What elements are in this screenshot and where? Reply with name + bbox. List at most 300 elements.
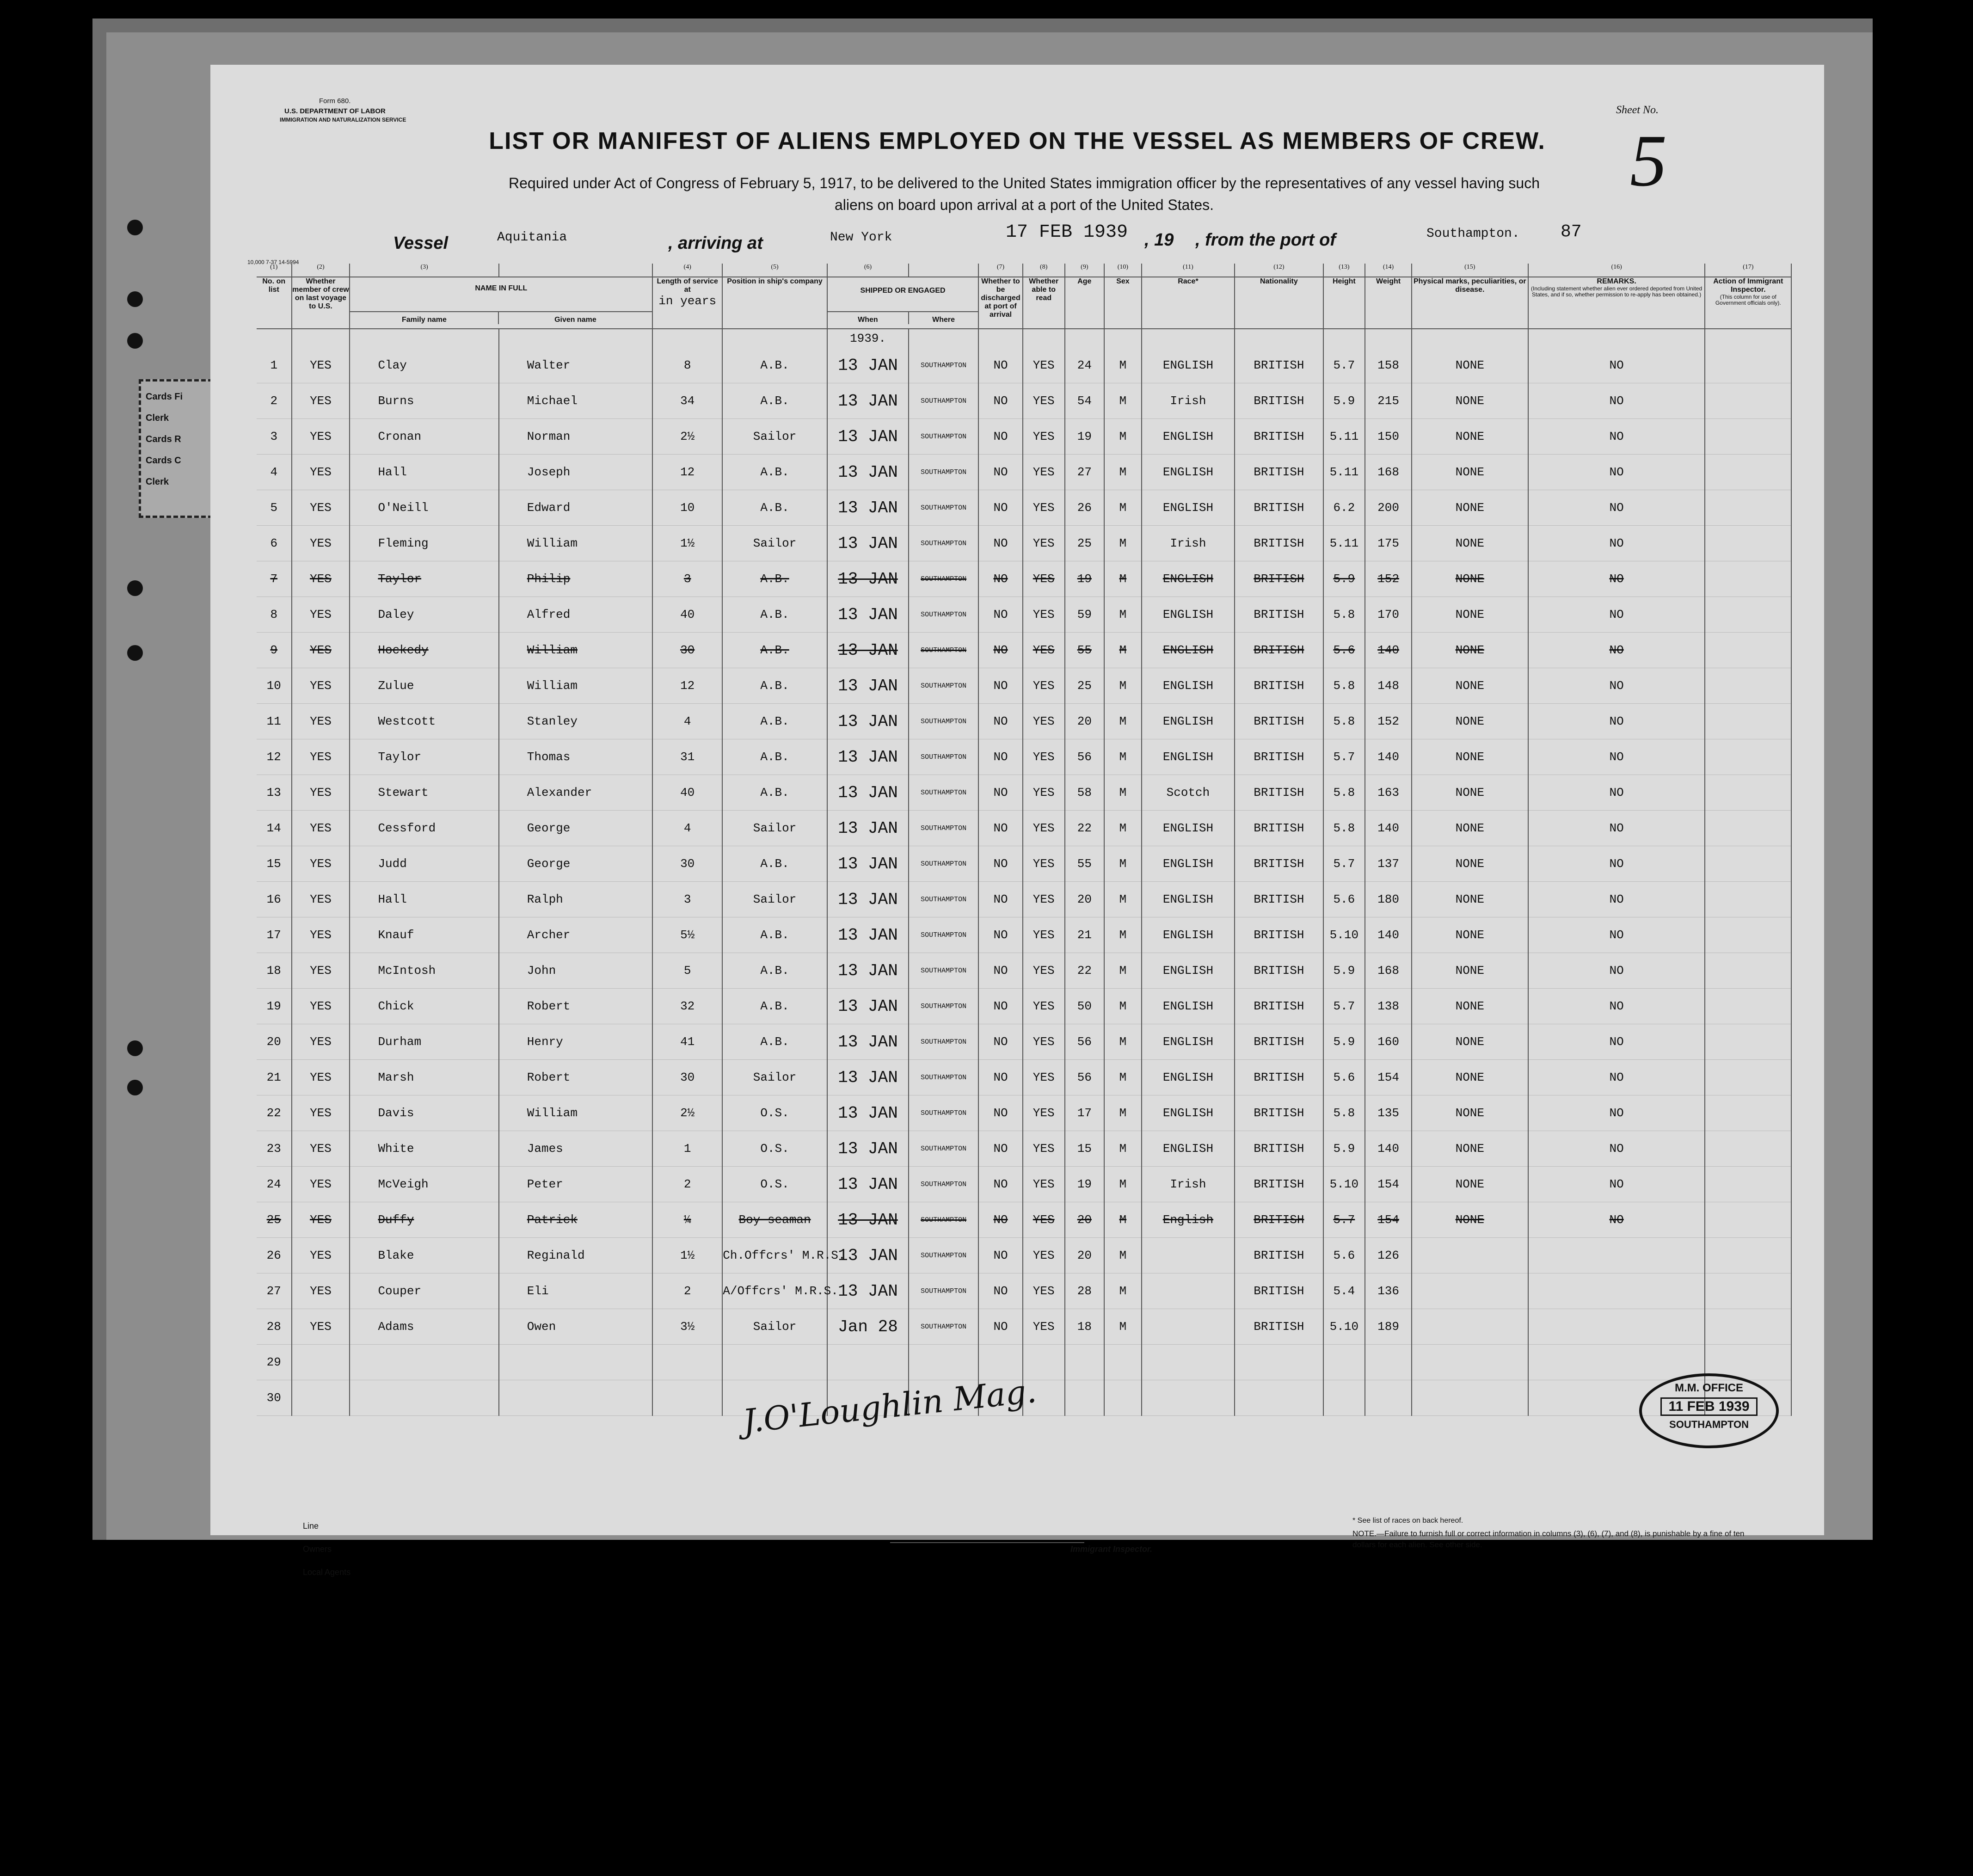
physical-marks xyxy=(1412,1238,1528,1273)
position: Sailor xyxy=(722,882,827,917)
shipped-where: SOUTHAMPTON xyxy=(909,882,978,917)
nationality xyxy=(1235,1345,1323,1380)
last-voyage: YES xyxy=(292,953,350,989)
inspector-action xyxy=(1705,1131,1791,1167)
able-to-read: YES xyxy=(1023,1238,1065,1273)
family-name: Taylor xyxy=(350,561,498,597)
shipped-when: 13 JAN xyxy=(827,1202,909,1238)
length-service-label: Length of service at xyxy=(657,277,718,294)
nationality: BRITISH xyxy=(1235,597,1323,633)
remarks xyxy=(1528,1309,1705,1345)
header-no-on-list: No. on list xyxy=(257,277,292,329)
row-number: 18 xyxy=(257,953,292,989)
nationality: BRITISH xyxy=(1235,526,1323,561)
sex: M xyxy=(1104,1309,1142,1345)
race xyxy=(1142,1380,1235,1416)
inspector-action xyxy=(1705,1167,1791,1202)
height: 5.6 xyxy=(1323,1238,1365,1273)
table-row xyxy=(257,1060,1791,1095)
row-number: 12 xyxy=(257,739,292,775)
header-last-voyage: Whether member of crew on last voyage to U.S. xyxy=(292,277,350,329)
given-name: Peter xyxy=(499,1167,652,1202)
shipped-when: 13 JAN xyxy=(827,917,909,953)
weight: 140 xyxy=(1365,811,1412,846)
weight: 163 xyxy=(1365,775,1412,811)
length-service: 30 xyxy=(652,1060,722,1095)
row-number: 1 xyxy=(257,348,292,383)
age: 15 xyxy=(1065,1131,1105,1167)
race: ENGLISH xyxy=(1142,1095,1235,1131)
table-row xyxy=(257,1095,1791,1131)
age: 19 xyxy=(1065,419,1105,455)
last-voyage xyxy=(292,1345,350,1380)
table-row xyxy=(257,1309,1791,1345)
able-to-read: YES xyxy=(1023,917,1065,953)
height: 5.8 xyxy=(1323,668,1365,704)
family-name: Durham xyxy=(350,1024,498,1060)
length-service: 5 xyxy=(652,953,722,989)
shipped-when: 13 JAN xyxy=(827,597,909,633)
table-row xyxy=(257,1024,1791,1060)
row-number: 25 xyxy=(257,1202,292,1238)
length-service: 1½ xyxy=(652,526,722,561)
race xyxy=(1142,1273,1235,1309)
col-number xyxy=(499,264,652,277)
inspector-action xyxy=(1705,846,1791,882)
last-voyage: YES xyxy=(292,633,350,668)
shipped-where: SOUTHAMPTON xyxy=(909,348,978,383)
height: 5.7 xyxy=(1323,739,1365,775)
position: Ch.Offcrs' M.R.S. xyxy=(722,1238,827,1273)
shipped-where: SOUTHAMPTON xyxy=(909,668,978,704)
family-name: Hall xyxy=(350,455,498,490)
able-to-read: YES xyxy=(1023,561,1065,597)
weight: 140 xyxy=(1365,1131,1412,1167)
height: 5.10 xyxy=(1323,917,1365,953)
able-to-read: YES xyxy=(1023,419,1065,455)
discharged: NO xyxy=(978,1238,1023,1273)
sheet-number: 5 xyxy=(1630,119,1667,202)
given-name: Michael xyxy=(499,383,652,419)
remarks xyxy=(1528,1345,1705,1380)
stub-line: Clerk xyxy=(146,413,169,423)
inspector-action xyxy=(1705,1273,1791,1309)
discharged: NO xyxy=(978,989,1023,1024)
weight: 154 xyxy=(1365,1202,1412,1238)
last-voyage: YES xyxy=(292,704,350,739)
height: 5.8 xyxy=(1323,811,1365,846)
sex: M xyxy=(1104,455,1142,490)
row-number: 23 xyxy=(257,1131,292,1167)
header-remarks xyxy=(1528,277,1705,329)
col-number: (15) xyxy=(1412,264,1528,277)
row-number: 26 xyxy=(257,1238,292,1273)
shipped-where: SOUTHAMPTON xyxy=(909,1202,978,1238)
office-stamp xyxy=(1639,1373,1779,1448)
table-row xyxy=(257,419,1791,455)
age: 56 xyxy=(1065,739,1105,775)
given-name: Philip xyxy=(499,561,652,597)
remarks: NO xyxy=(1528,383,1705,419)
sex xyxy=(1104,1345,1142,1380)
age: 59 xyxy=(1065,597,1105,633)
remarks xyxy=(1528,1273,1705,1309)
col-number: (16) xyxy=(1528,264,1705,277)
nationality: BRITISH xyxy=(1235,1238,1323,1273)
shipped-when: 13 JAN xyxy=(827,1060,909,1095)
discharged: NO xyxy=(978,1131,1023,1167)
discharged: NO xyxy=(978,1024,1023,1060)
given-name: George xyxy=(499,811,652,846)
physical-marks: NONE xyxy=(1412,953,1528,989)
position: A.B. xyxy=(722,739,827,775)
discharged: NO xyxy=(978,1095,1023,1131)
physical-marks: NONE xyxy=(1412,668,1528,704)
column-number-row xyxy=(257,264,1791,277)
length-service: 32 xyxy=(652,989,722,1024)
shipped-where xyxy=(909,1345,978,1380)
remarks: NO xyxy=(1528,1060,1705,1095)
inspector-action xyxy=(1705,811,1791,846)
height: 5.6 xyxy=(1323,633,1365,668)
last-voyage: YES xyxy=(292,1309,350,1345)
row-number: 8 xyxy=(257,597,292,633)
row-number: 21 xyxy=(257,1060,292,1095)
sex: M xyxy=(1104,633,1142,668)
weight: 148 xyxy=(1365,668,1412,704)
physical-marks: NONE xyxy=(1412,811,1528,846)
height: 5.10 xyxy=(1323,1167,1365,1202)
table-row xyxy=(257,1131,1791,1167)
physical-marks: NONE xyxy=(1412,490,1528,526)
age: 20 xyxy=(1065,1238,1105,1273)
position xyxy=(722,1345,827,1380)
col-number: (8) xyxy=(1023,264,1065,277)
position: Sailor xyxy=(722,526,827,561)
physical-marks: NONE xyxy=(1412,846,1528,882)
header-weight: Weight xyxy=(1365,277,1412,329)
position: A.B. xyxy=(722,953,827,989)
discharged: NO xyxy=(978,811,1023,846)
race: ENGLISH xyxy=(1142,597,1235,633)
height: 5.7 xyxy=(1323,989,1365,1024)
last-voyage: YES xyxy=(292,1238,350,1273)
family-name: Marsh xyxy=(350,1060,498,1095)
family-name: Hall xyxy=(350,882,498,917)
weight: 137 xyxy=(1365,846,1412,882)
last-voyage: YES xyxy=(292,1095,350,1131)
discharged: NO xyxy=(978,668,1023,704)
physical-marks: NONE xyxy=(1412,1095,1528,1131)
table-row xyxy=(257,917,1791,953)
length-service: 3 xyxy=(652,882,722,917)
length-service: 1 xyxy=(652,1131,722,1167)
last-voyage: YES xyxy=(292,455,350,490)
stub-line: Cards R xyxy=(146,434,181,444)
nationality: BRITISH xyxy=(1235,1024,1323,1060)
height: 5.7 xyxy=(1323,348,1365,383)
physical-marks: NONE xyxy=(1412,989,1528,1024)
remarks: NO xyxy=(1528,348,1705,383)
discharged: NO xyxy=(978,419,1023,455)
discharged: NO xyxy=(978,1202,1023,1238)
binder-hole xyxy=(127,291,143,307)
given-name: Robert xyxy=(499,989,652,1024)
row-number: 17 xyxy=(257,917,292,953)
able-to-read: YES xyxy=(1023,633,1065,668)
shipped-where: SOUTHAMPTON xyxy=(909,739,978,775)
position: A.B. xyxy=(722,597,827,633)
last-voyage: YES xyxy=(292,526,350,561)
shipped-when: 13 JAN xyxy=(827,1131,909,1167)
position: A.B. xyxy=(722,775,827,811)
shipped-when: 13 JAN xyxy=(827,490,909,526)
remarks: NO xyxy=(1528,953,1705,989)
table-row xyxy=(257,455,1791,490)
family-name: McIntosh xyxy=(350,953,498,989)
sex: M xyxy=(1104,953,1142,989)
physical-marks: NONE xyxy=(1412,419,1528,455)
shipped-when: 13 JAN xyxy=(827,846,909,882)
sex: M xyxy=(1104,348,1142,383)
header-length-service xyxy=(652,277,722,329)
table-row xyxy=(257,739,1791,775)
remarks: NO xyxy=(1528,526,1705,561)
sex: M xyxy=(1104,490,1142,526)
age: 22 xyxy=(1065,811,1105,846)
shipped-where: SOUTHAMPTON xyxy=(909,1273,978,1309)
weight: 168 xyxy=(1365,455,1412,490)
family-name: Cronan xyxy=(350,419,498,455)
sex: M xyxy=(1104,811,1142,846)
nationality: BRITISH xyxy=(1235,739,1323,775)
print-code: 10,000 7-37 14-5994 xyxy=(247,259,299,265)
table-row xyxy=(257,775,1791,811)
header-physical-marks: Physical marks, peculiarities, or disease. xyxy=(1412,277,1528,329)
height: 5.9 xyxy=(1323,953,1365,989)
able-to-read: YES xyxy=(1023,882,1065,917)
race: ENGLISH xyxy=(1142,1131,1235,1167)
position: A.B. xyxy=(722,989,827,1024)
action-label: Action of Immigrant Inspector. xyxy=(1713,277,1783,294)
position: O.S. xyxy=(722,1131,827,1167)
remarks: NO xyxy=(1528,455,1705,490)
race: Irish xyxy=(1142,383,1235,419)
nationality: BRITISH xyxy=(1235,811,1323,846)
binder-hole xyxy=(127,1040,143,1056)
sex: M xyxy=(1104,419,1142,455)
sex: M xyxy=(1104,1273,1142,1309)
shipped-when: 13 JAN xyxy=(827,704,909,739)
last-voyage: YES xyxy=(292,1060,350,1095)
able-to-read: YES xyxy=(1023,1095,1065,1131)
physical-marks xyxy=(1412,1380,1528,1416)
weight: 170 xyxy=(1365,597,1412,633)
footer-owners: Owners xyxy=(303,1544,332,1554)
action-note: (This column for use of Government officials only). xyxy=(1715,294,1781,306)
weight: 150 xyxy=(1365,419,1412,455)
remarks: NO xyxy=(1528,490,1705,526)
remarks: NO xyxy=(1528,597,1705,633)
remarks: NO xyxy=(1528,739,1705,775)
physical-marks: NONE xyxy=(1412,597,1528,633)
family-name: Blake xyxy=(350,1238,498,1273)
stub-line: Cards C xyxy=(146,455,181,466)
race: Irish xyxy=(1142,1167,1235,1202)
race xyxy=(1142,1309,1235,1345)
shipped-when: 13 JAN xyxy=(827,953,909,989)
length-service: 12 xyxy=(652,455,722,490)
remarks: NO xyxy=(1528,1131,1705,1167)
sex: M xyxy=(1104,846,1142,882)
discharged: NO xyxy=(978,917,1023,953)
able-to-read: YES xyxy=(1023,455,1065,490)
table-row xyxy=(257,633,1791,668)
last-voyage: YES xyxy=(292,739,350,775)
family-name: Judd xyxy=(350,846,498,882)
height: 5.10 xyxy=(1323,1309,1365,1345)
shipped-when: 13 JAN xyxy=(827,775,909,811)
last-voyage: YES xyxy=(292,1024,350,1060)
col-number: (7) xyxy=(978,264,1023,277)
height: 5.8 xyxy=(1323,1095,1365,1131)
given-name: Owen xyxy=(499,1309,652,1345)
given-name: William xyxy=(499,526,652,561)
physical-marks: NONE xyxy=(1412,1202,1528,1238)
physical-marks: NONE xyxy=(1412,1167,1528,1202)
age: 24 xyxy=(1065,348,1105,383)
weight: 154 xyxy=(1365,1167,1412,1202)
inspector-action xyxy=(1705,775,1791,811)
able-to-read: YES xyxy=(1023,668,1065,704)
inspector-action xyxy=(1705,1202,1791,1238)
age: 20 xyxy=(1065,882,1105,917)
weight: 140 xyxy=(1365,739,1412,775)
table-row xyxy=(257,597,1791,633)
footer-note-races: * See list of races on back hereof. xyxy=(1352,1517,1463,1525)
table-row xyxy=(257,1167,1791,1202)
able-to-read: YES xyxy=(1023,490,1065,526)
position: Sailor xyxy=(722,1060,827,1095)
header-race: Race* xyxy=(1142,277,1235,329)
able-to-read: YES xyxy=(1023,1202,1065,1238)
col-number: (11) xyxy=(1142,264,1235,277)
shipped-when: 13 JAN xyxy=(827,1167,909,1202)
race: ENGLISH xyxy=(1142,917,1235,953)
nationality: BRITISH xyxy=(1235,775,1323,811)
year-label: , 19 xyxy=(1144,230,1174,250)
height: 5.9 xyxy=(1323,561,1365,597)
sex: M xyxy=(1104,1060,1142,1095)
length-service: 41 xyxy=(652,1024,722,1060)
shipped-when: 13 JAN xyxy=(827,526,909,561)
age: 54 xyxy=(1065,383,1105,419)
table-row xyxy=(257,348,1791,383)
row-number: 22 xyxy=(257,1095,292,1131)
physical-marks: NONE xyxy=(1412,561,1528,597)
physical-marks: NONE xyxy=(1412,526,1528,561)
nationality: BRITISH xyxy=(1235,1131,1323,1167)
race: ENGLISH xyxy=(1142,1060,1235,1095)
age: 22 xyxy=(1065,953,1105,989)
height: 5.7 xyxy=(1323,1202,1365,1238)
discharged: NO xyxy=(978,490,1023,526)
row-number: 7 xyxy=(257,561,292,597)
binder-hole xyxy=(127,580,143,596)
length-service: 5½ xyxy=(652,917,722,953)
height: 5.9 xyxy=(1323,383,1365,419)
given-name: Edward xyxy=(499,490,652,526)
given-name: Robert xyxy=(499,1060,652,1095)
remarks-note: (Including statement whether alien ever ordered deported from United States, and if so, whether permission to re-apply has been obtained.) xyxy=(1530,285,1703,298)
header-able-to-read: Whether able to read xyxy=(1023,277,1065,329)
header-height: Height xyxy=(1323,277,1365,329)
physical-marks: NONE xyxy=(1412,348,1528,383)
race: ENGLISH xyxy=(1142,989,1235,1024)
weight: 180 xyxy=(1365,882,1412,917)
given-name: Joseph xyxy=(499,455,652,490)
remarks: NO xyxy=(1528,811,1705,846)
given-name: Alfred xyxy=(499,597,652,633)
shipped-when: 13 JAN xyxy=(827,455,909,490)
able-to-read: YES xyxy=(1023,1309,1065,1345)
weight: 140 xyxy=(1365,917,1412,953)
height: 5.4 xyxy=(1323,1273,1365,1309)
position: A.B. xyxy=(722,668,827,704)
shipped-when: 13 JAN xyxy=(827,348,909,383)
position: Sailor xyxy=(722,811,827,846)
remarks: NO xyxy=(1528,419,1705,455)
header-position: Position in ship's company xyxy=(722,277,827,329)
able-to-read: YES xyxy=(1023,1060,1065,1095)
row-number: 19 xyxy=(257,989,292,1024)
shipped-where: SOUTHAMPTON xyxy=(909,917,978,953)
subtitle: Required under Act of Congress of February 5, 1917, to be delivered to the United States immigration officer by the representatives of any vessel having such xyxy=(509,175,1540,191)
race: ENGLISH xyxy=(1142,704,1235,739)
col-number: (14) xyxy=(1365,264,1412,277)
shipped-where: SOUTHAMPTON xyxy=(909,1238,978,1273)
footer-inspector: Immigrant Inspector. xyxy=(1070,1544,1153,1554)
shipped-where: SOUTHAMPTON xyxy=(909,1131,978,1167)
table-row xyxy=(257,383,1791,419)
given-name-label: Given name xyxy=(554,316,596,324)
last-voyage: YES xyxy=(292,811,350,846)
shipped-where: SOUTHAMPTON xyxy=(909,633,978,668)
sex: M xyxy=(1104,561,1142,597)
physical-marks xyxy=(1412,1273,1528,1309)
race: ENGLISH xyxy=(1142,419,1235,455)
sex: M xyxy=(1104,775,1142,811)
last-voyage: YES xyxy=(292,917,350,953)
family-name: Knauf xyxy=(350,917,498,953)
last-voyage: YES xyxy=(292,989,350,1024)
last-voyage: YES xyxy=(292,1167,350,1202)
physical-marks xyxy=(1412,1345,1528,1380)
given-name: Stanley xyxy=(499,704,652,739)
given-name: George xyxy=(499,846,652,882)
sex: M xyxy=(1104,597,1142,633)
row-number: 15 xyxy=(257,846,292,882)
col-number: (13) xyxy=(1323,264,1365,277)
sex: M xyxy=(1104,739,1142,775)
length-service: 31 xyxy=(652,739,722,775)
family-name: Cessford xyxy=(350,811,498,846)
length-service: 2½ xyxy=(652,419,722,455)
row-number: 10 xyxy=(257,668,292,704)
row-number: 29 xyxy=(257,1345,292,1380)
shipped-when: 13 JAN xyxy=(827,668,909,704)
binder-hole xyxy=(127,645,143,661)
